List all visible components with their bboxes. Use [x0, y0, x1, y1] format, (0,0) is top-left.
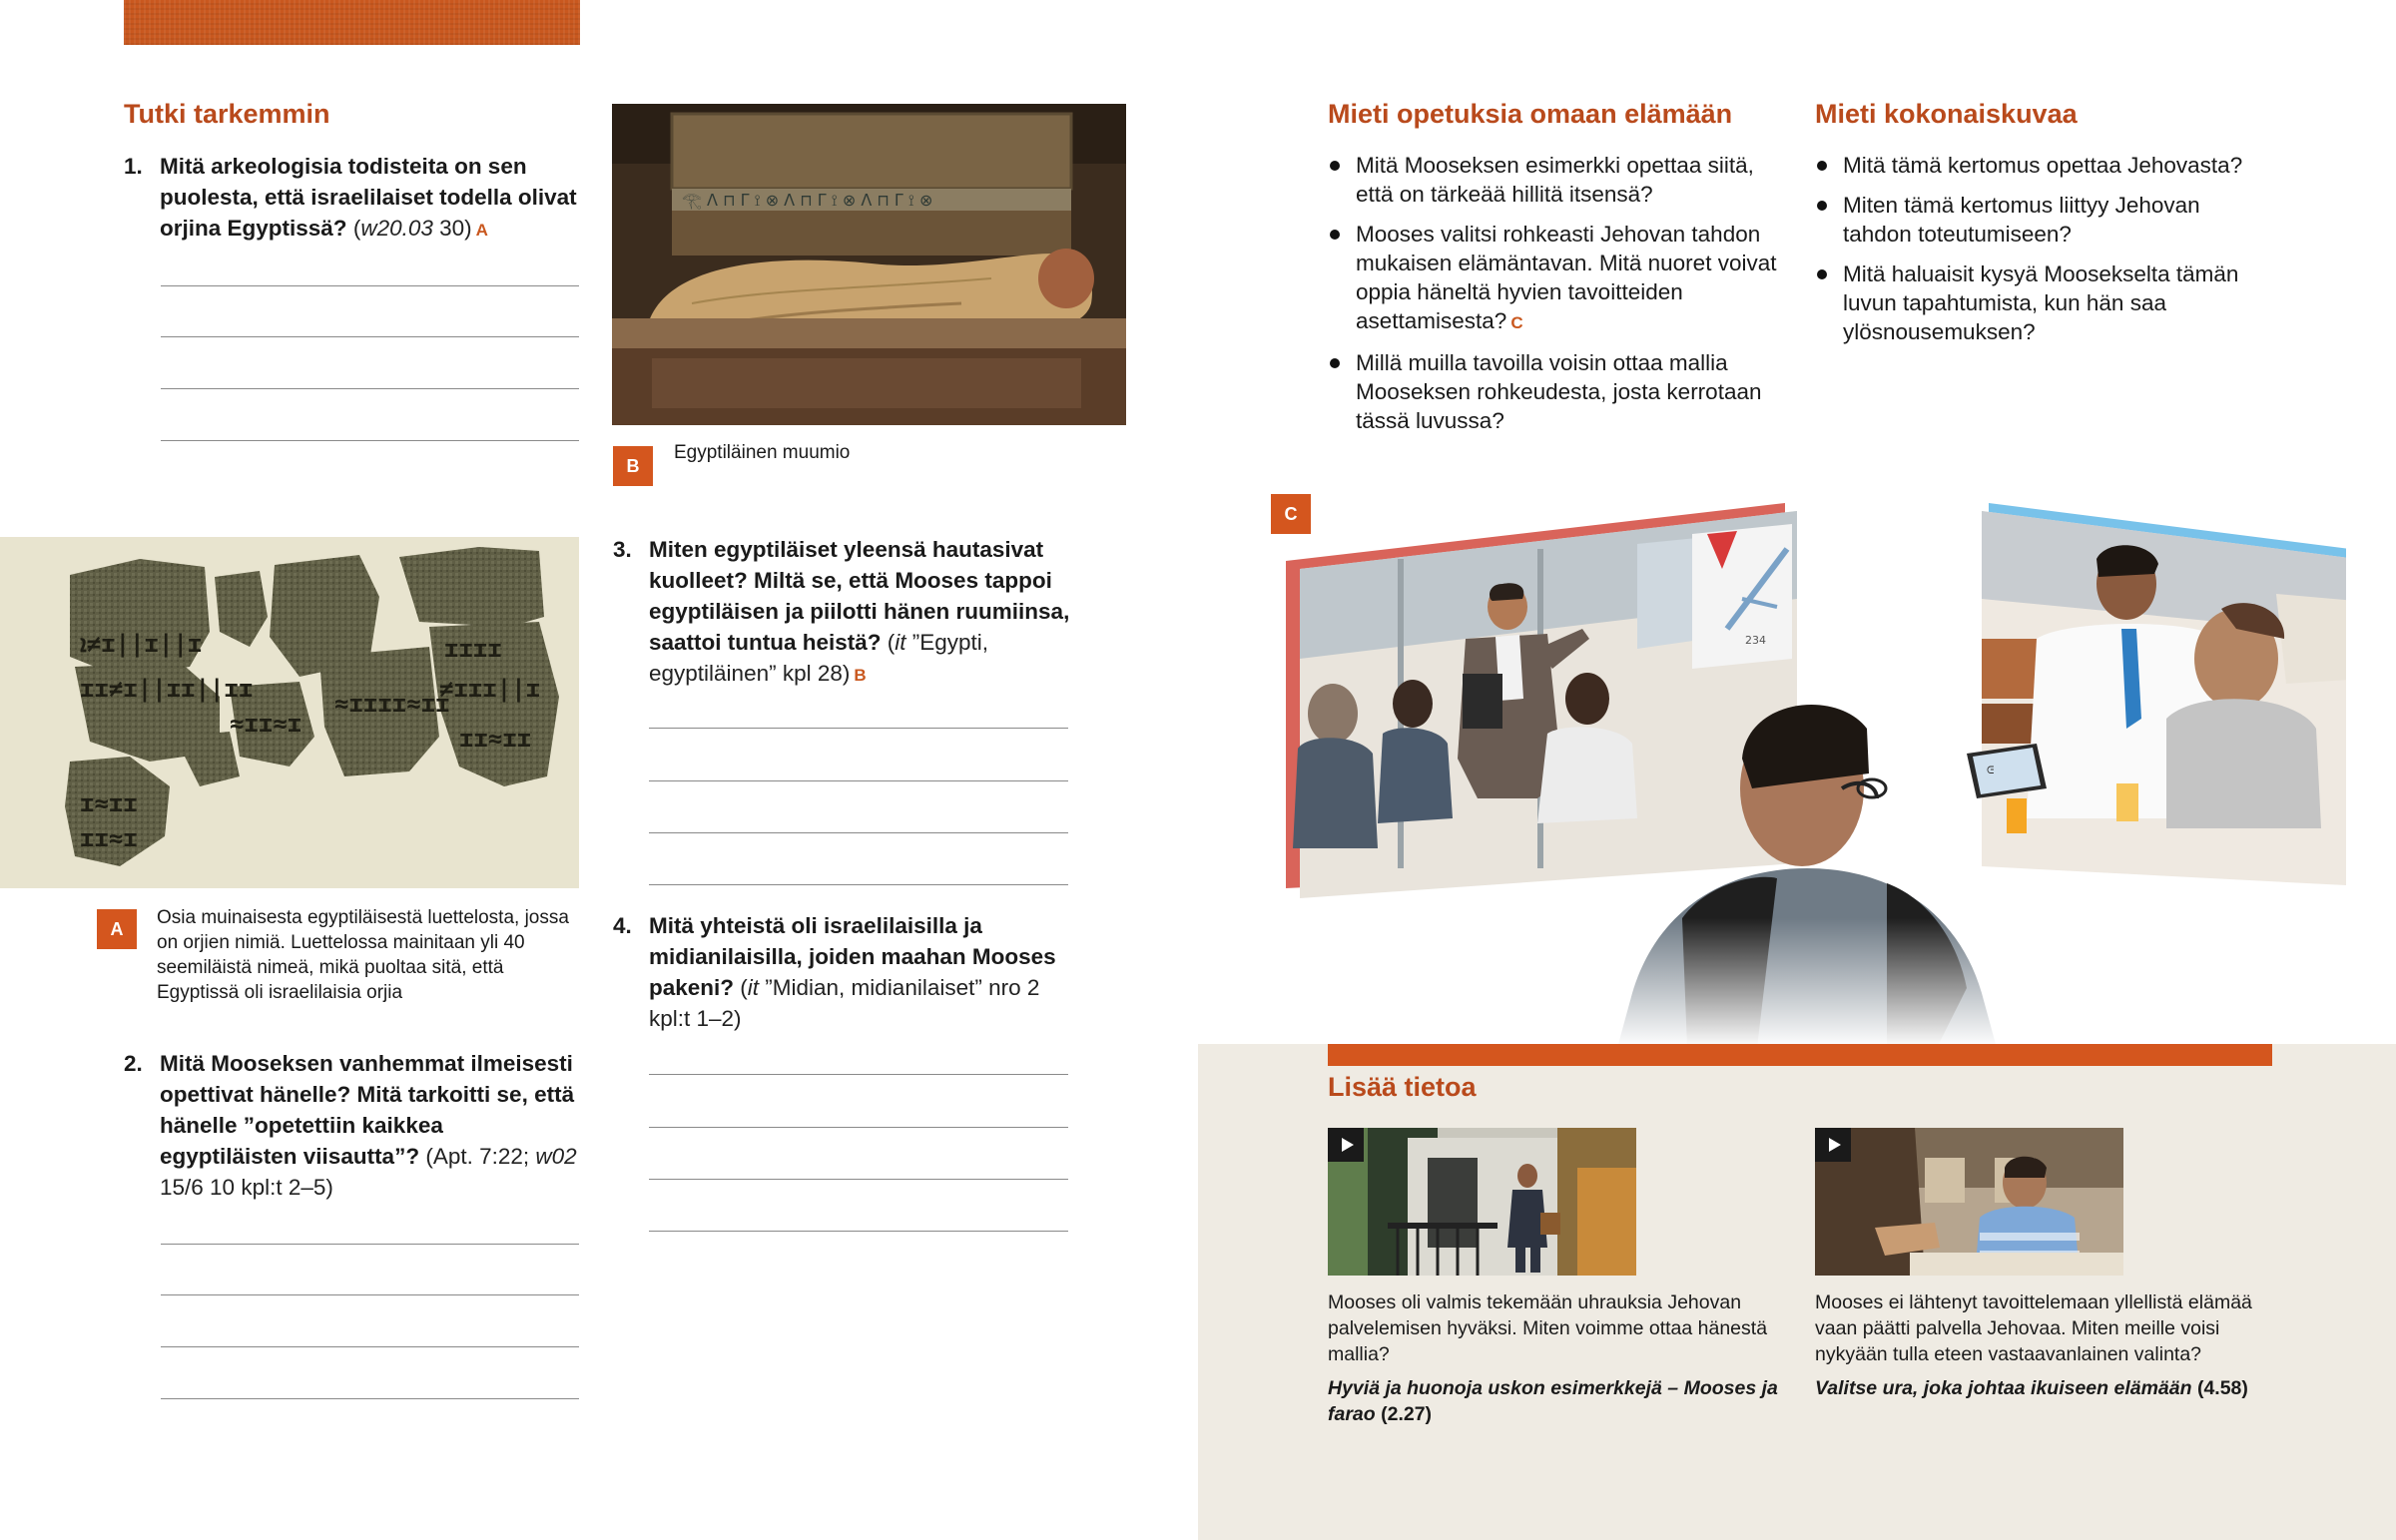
svg-text:ɪɪ≈ɪ: ɪɪ≈ɪ: [80, 824, 138, 852]
big-picture-item: [1815, 151, 2274, 180]
question-2-text: Mitä Mooseksen vanhemmat ilmeisesti opettivat hänelle? Mitä tarkoitti se, että hänelle ”opetettiin kaikkea egyptiläisten viisautta”?: [160, 1051, 575, 1169]
answer-line[interactable]: [161, 285, 579, 286]
question-3-ref-rest: ”Egypti, egyptiläinen” kpl 28): [649, 630, 989, 686]
answer-line[interactable]: [161, 1294, 579, 1295]
big-picture-item-text: Mitä tämä kertomus opettaa Jehovasta?: [1843, 153, 2243, 178]
answer-line[interactable]: [161, 388, 579, 389]
answer-line[interactable]: [161, 336, 579, 337]
label-a-box: A: [97, 909, 137, 949]
video-thumbnail-1[interactable]: [1328, 1128, 1636, 1276]
svg-text:ܐ≠ɪ||ɪ||ɪ: ܐ≠ɪ||ɪ||ɪ: [80, 630, 203, 658]
answer-line[interactable]: [161, 1346, 579, 1347]
more-info-bar: [1328, 1044, 2272, 1066]
video-1-duration: (2.27): [1375, 1403, 1433, 1425]
question-4-number: 4.: [613, 913, 632, 938]
bullet-dot: [1817, 201, 1827, 211]
svg-text:𓂀 ᐱ ⊓ ᒥ ⟟ ⊗ ᐱ ⊓ ᒥ ⟟ ⊗ ᐱ ⊓ ᒥ ⟟: 𓂀 ᐱ ⊓ ᒥ ⟟ ⊗ ᐱ ⊓ ᒥ ⟟ ⊗ ᐱ ⊓ ᒥ ⟟ ⊗: [682, 191, 933, 210]
lessons-item-text: Millä muilla tavoilla voisin ottaa mallia Mooseksen rohkeudesta, josta kerrotaan tässä luvussa?: [1356, 350, 1762, 433]
question-2-ref-italic: w02: [535, 1144, 577, 1169]
video-2-scene: [1815, 1128, 2123, 1276]
question-1-number: 1.: [124, 154, 143, 179]
play-button-2[interactable]: [1815, 1128, 1851, 1162]
caption-a: Osia muinaisesta egyptiläisestä luettelosta, jossa on orjien nimiä. Luettelossa mainitaan yli 40 seemiläistä nimeä, mikä puoltaa sitä, että Egyptissä oli israelilaisia orjia: [157, 907, 569, 1003]
answer-line[interactable]: [161, 1398, 579, 1399]
lessons-item-text: Mooses valitsi rohkeasti Jehovan tahdon mukaisen elämäntavan. Mitä nuoret voivat oppia häneltä hyvien tavoitteiden asettamisesta?: [1356, 222, 1777, 333]
big-picture-item-text: Mitä haluaisit kysyä Moosekselta tämän luvun tapahtumista, kun hän saa ylösnousemuksen?: [1843, 261, 2239, 344]
section-title-opetuksia: Mieti opetuksia omaan elämään: [1328, 99, 1733, 129]
big-picture-list: [1815, 151, 2274, 357]
career-choice-illustration: [1238, 489, 2346, 1048]
answer-line[interactable]: [161, 440, 579, 441]
question-3-text: Miten egyptiläiset yleensä hautasivat kuolleet? Miltä se, että Mooses tappoi egyptiläisen ja piilotti hänen ruumiinsa, saattoi tuntua heistä?: [649, 537, 1070, 655]
question-1-ref-open: (: [352, 216, 361, 241]
bullet-dot: [1817, 269, 1827, 279]
video-1-title[interactable]: [1328, 1375, 1797, 1427]
question-3-number: 3.: [613, 537, 632, 562]
lessons-item: [1328, 151, 1787, 209]
question-4-ref-open: (: [734, 975, 748, 1000]
svg-text:≈ɪɪ≈ɪ: ≈ɪɪ≈ɪ: [230, 710, 302, 738]
question-1-ref-rest: 30): [432, 216, 472, 241]
screen-number: 234: [1745, 634, 1766, 647]
label-b-box: B: [613, 446, 653, 486]
big-picture-item: [1815, 259, 2274, 346]
question-3: [613, 534, 1072, 691]
lessons-list: [1328, 151, 1787, 446]
answer-line[interactable]: [649, 1074, 1068, 1075]
caption-b: Egyptiläinen muumio: [674, 442, 851, 463]
question-1-tag: A: [475, 221, 488, 240]
question-4: [613, 910, 1072, 1034]
question-2-number: 2.: [124, 1051, 143, 1076]
answer-line[interactable]: [649, 728, 1068, 729]
lessons-item-tag: C: [1510, 313, 1523, 332]
question-3-ref-italic: it: [895, 630, 906, 655]
answer-line[interactable]: [649, 1127, 1068, 1128]
mummy-drawing: [612, 104, 1126, 425]
question-4-ref-rest: ”Midian, midianilaiset” nro 2 kpl:t 1–2): [649, 975, 1040, 1031]
big-picture-item: [1815, 191, 2274, 249]
svg-text:ɪ≈ɪɪ: ɪ≈ɪɪ: [80, 789, 138, 817]
big-picture-item-text: Miten tämä kertomus liittyy Jehovan tahdon toteutumiseen?: [1843, 193, 2200, 247]
question-1-text: Mitä arkeologisia todisteita on sen puolesta, että israelilaiset todella olivat orjina Egyptissä?: [160, 154, 577, 241]
bullet-dot: [1330, 358, 1340, 368]
play-icon: [1829, 1138, 1841, 1152]
answer-line[interactable]: [649, 884, 1068, 885]
section-title-kokonaiskuva: Mieti kokonaiskuvaa: [1815, 99, 2078, 129]
video-2-title[interactable]: [1815, 1375, 2254, 1401]
video-2-duration: (4.58): [2191, 1377, 2248, 1399]
question-3-tag: B: [854, 666, 867, 685]
section-title-lisaa: Lisää tietoa: [1328, 1072, 1477, 1102]
question-1-ref-italic: w20.03: [360, 216, 433, 241]
video-2-title-text: Valitse ura, joka johtaa ikuiseen elämään: [1815, 1377, 2192, 1399]
question-2-ref-rest: 15/6 10 kpl:t 2–5): [160, 1175, 333, 1200]
play-icon: [1342, 1138, 1354, 1152]
answer-line[interactable]: [161, 1244, 579, 1245]
video-1-title-text: Hyviä ja huonoja uskon esimerkkejä – Mooses ja farao: [1328, 1377, 1778, 1425]
papyrus-fragments-drawing: [0, 537, 579, 888]
svg-text:≈ɪɪɪɪ≈ɪɪ: ≈ɪɪɪɪ≈ɪɪ: [334, 690, 450, 718]
question-3-ref-open: (: [881, 630, 896, 655]
question-2-ref-open: (Apt. 7:22;: [419, 1144, 536, 1169]
question-4-ref-italic: it: [747, 975, 760, 1000]
question-1: [124, 151, 583, 246]
video-2-description: Mooses ei lähtenyt tavoittelemaan yllellistä elämää vaan päätti palvella Jehovaa. Miten meille voisi nykyään tulla eteen vastaavanlainen valinta?: [1815, 1291, 2252, 1365]
label-c-box: C: [1271, 494, 1311, 534]
bullet-dot: [1330, 230, 1340, 240]
video-1-description: Mooses oli valmis tekemään uhrauksia Jehovan palvelemisen hyväksi. Miten voimme ottaa hänestä mallia?: [1328, 1291, 1768, 1365]
decorative-top-band: [124, 0, 580, 45]
answer-line[interactable]: [649, 1179, 1068, 1180]
bullet-dot: [1330, 161, 1340, 171]
svg-text:≠ɪɪɪ||ɪ: ≠ɪɪɪ||ɪ: [439, 675, 541, 703]
play-button-1[interactable]: [1328, 1128, 1364, 1162]
svg-text:ɪɪɪɪ: ɪɪɪɪ: [444, 635, 502, 663]
answer-line[interactable]: [649, 1231, 1068, 1232]
video-thumbnail-2[interactable]: [1815, 1128, 2123, 1276]
video-1-scene: [1328, 1128, 1636, 1276]
lessons-item: [1328, 220, 1787, 337]
answer-line[interactable]: [649, 780, 1068, 781]
svg-text:ɪɪ≠ɪ||ɪɪ||ɪɪ: ɪɪ≠ɪ||ɪɪ||ɪɪ: [80, 675, 254, 703]
section-title-tutki: Tutki tarkemmin: [124, 99, 330, 129]
lessons-item-text: Mitä Mooseksen esimerkki opettaa siitä, että on tärkeää hillitä itsensä?: [1356, 153, 1754, 207]
question-4-text: Mitä yhteistä oli israelilaisilla ja midianilaisilla, joiden maahan Mooses pakeni?: [649, 913, 1056, 1000]
career-choice-drawing: [1238, 489, 2346, 1048]
lessons-item: [1328, 348, 1787, 435]
answer-line[interactable]: [649, 832, 1068, 833]
bullet-dot: [1817, 161, 1827, 171]
papyrus-image: [0, 537, 579, 888]
mummy-image: [612, 104, 1126, 425]
svg-text:ᕮ: ᕮ: [1987, 766, 1995, 776]
question-2: [124, 1048, 583, 1203]
svg-text:ɪɪ≈ɪɪ: ɪɪ≈ɪɪ: [459, 725, 532, 753]
